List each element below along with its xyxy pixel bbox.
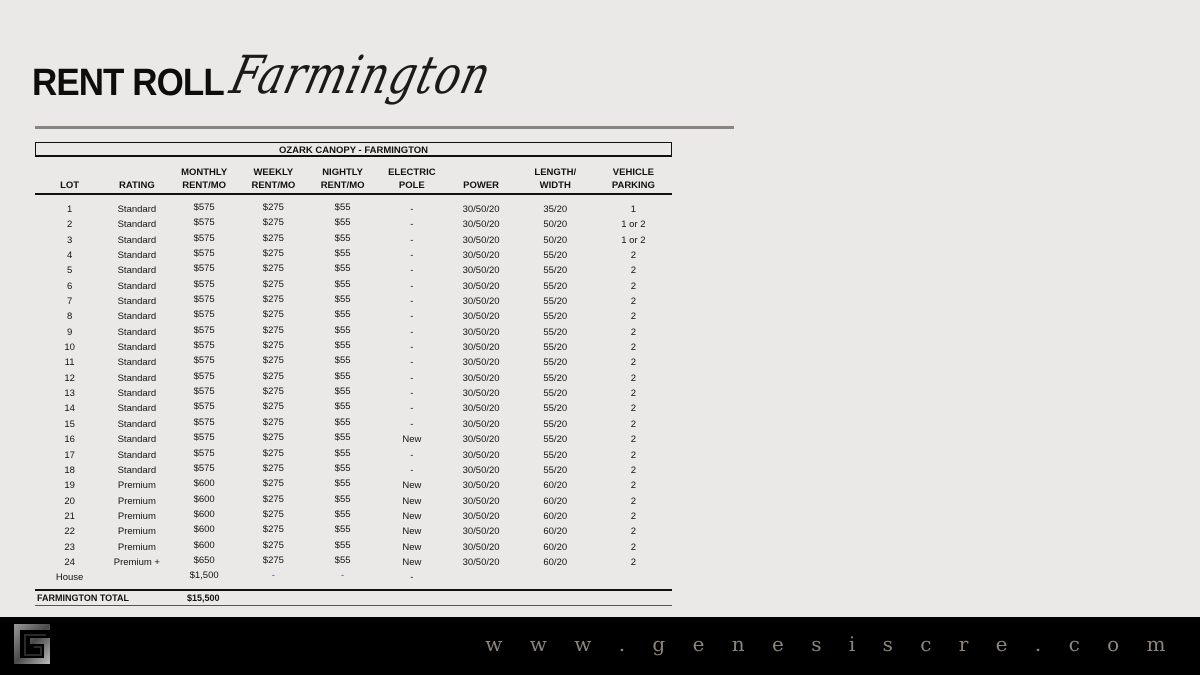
table-cell: 12 xyxy=(64,372,75,384)
table-cell: 30/50/20 xyxy=(462,541,500,553)
table-cell: $55 xyxy=(334,386,351,398)
table-cell: Standard xyxy=(117,204,157,215)
table-cell: 8 xyxy=(66,311,73,323)
table-cell xyxy=(595,570,672,585)
table-cell: 2 xyxy=(630,265,637,277)
table-cell: $575 xyxy=(193,401,215,413)
table-cell: $55 xyxy=(334,493,351,505)
table-cell: 18 xyxy=(64,464,75,476)
table-cell: $275 xyxy=(262,355,284,367)
table-cell: 2 xyxy=(630,526,637,538)
table-cell: 21 xyxy=(64,510,75,522)
table-cell: Standard xyxy=(117,265,157,277)
table-cell: Premium xyxy=(117,510,156,522)
table-cell: 55/20 xyxy=(543,449,568,461)
table-cell: 30/50/20 xyxy=(462,372,500,384)
table-cell: 55/20 xyxy=(543,311,568,323)
table-cell: 10 xyxy=(64,342,75,354)
table-cell: - xyxy=(410,311,414,323)
table-cell: 30/50/20 xyxy=(462,204,500,215)
table-cell: 6 xyxy=(66,280,73,292)
column-header xyxy=(170,166,239,192)
table-cell: 30/50/20 xyxy=(462,464,500,476)
table-cell: $575 xyxy=(193,202,215,213)
table-cell: - xyxy=(410,296,414,308)
column-header-line: LENGTH/ xyxy=(534,167,577,178)
table-cell: - xyxy=(341,570,345,582)
table-cell: - xyxy=(410,572,414,584)
table-cell: Standard xyxy=(117,388,157,400)
table-cell: 30/50/20 xyxy=(462,526,500,538)
table-cell: 30/50/20 xyxy=(462,357,500,369)
table-cell: 60/20 xyxy=(543,495,568,507)
table-cell: $575 xyxy=(193,324,215,336)
table-cell: - xyxy=(410,418,414,430)
table-cell: $600 xyxy=(193,508,215,520)
table-cell: $275 xyxy=(262,370,284,382)
table-cell: 2 xyxy=(630,510,637,522)
title-rule xyxy=(35,126,734,129)
table-cell: $575 xyxy=(193,248,215,260)
table-cell: 30/50/20 xyxy=(462,296,500,308)
table-cell: Standard xyxy=(117,464,157,476)
table-cell: New xyxy=(402,495,422,507)
table-cell: 1 xyxy=(66,204,73,215)
table-cell: $575 xyxy=(193,278,215,290)
table-cell: $275 xyxy=(262,447,284,459)
table-cell: $275 xyxy=(262,524,284,536)
table-cell: $55 xyxy=(334,416,351,428)
table-cell: 7 xyxy=(66,296,73,308)
column-header xyxy=(308,166,377,192)
table-cell: $275 xyxy=(262,478,284,490)
table-cell: - xyxy=(410,464,414,476)
column-header xyxy=(446,166,515,192)
table-cell: $55 xyxy=(334,340,351,352)
table-cell: $600 xyxy=(193,478,215,490)
table-cell: $275 xyxy=(262,278,284,290)
column-header-line: NIGHTLY xyxy=(322,167,364,178)
table-cell: $575 xyxy=(193,217,215,229)
table-cell: New xyxy=(402,541,422,553)
table-cell: $55 xyxy=(334,232,351,244)
table-cell: 55/20 xyxy=(543,418,568,430)
table-cell: $55 xyxy=(334,539,351,551)
table-cell: 2 xyxy=(630,311,637,323)
table-cell: 2 xyxy=(630,372,637,384)
table-cell xyxy=(516,570,595,585)
table-cell: Standard xyxy=(117,250,157,262)
table-cell: $275 xyxy=(262,493,284,505)
column-header xyxy=(516,166,595,192)
table-cell: 2 xyxy=(630,495,637,507)
website-url[interactable]: w w w . g e n e s i s c r e . c o m xyxy=(485,632,1176,656)
table-header xyxy=(35,163,672,195)
table-cell: 30/50/20 xyxy=(462,388,500,400)
table-cell: 55/20 xyxy=(543,280,568,292)
table-cell: 30/50/20 xyxy=(462,265,500,277)
table-cell: Standard xyxy=(117,418,157,430)
table-cell: Premium xyxy=(117,526,156,538)
script-subtitle: Farmington xyxy=(224,44,498,106)
table-cell: 14 xyxy=(64,403,75,415)
column-header-line xyxy=(446,166,515,179)
table-cell: 55/20 xyxy=(543,403,568,415)
table-cell: 2 xyxy=(630,357,637,369)
table-cell: 55/20 xyxy=(543,342,568,354)
table-cell: 35/20 xyxy=(543,204,568,215)
table-cell: $600 xyxy=(193,539,215,551)
table-cell: 30/50/20 xyxy=(462,219,500,231)
table-cell: - xyxy=(410,372,414,384)
table-cell: 2 xyxy=(630,541,637,553)
table-cell: $275 xyxy=(262,340,284,352)
table-cell: Standard xyxy=(117,372,157,384)
table-cell: 30/50/20 xyxy=(462,311,500,323)
table-cell: $275 xyxy=(262,432,284,444)
table-cell: Standard xyxy=(117,311,157,323)
table-cell: 55/20 xyxy=(543,326,568,338)
table-cell: $275 xyxy=(262,324,284,336)
table-cell: 30/50/20 xyxy=(462,250,500,262)
table-row xyxy=(35,570,672,585)
total-label: FARMINGTON TOTAL xyxy=(37,592,129,603)
total-value: $15,500 xyxy=(187,592,220,603)
table-cell: Standard xyxy=(117,326,157,338)
table-cell: - xyxy=(410,388,414,400)
table-cell: 2 xyxy=(630,280,637,292)
column-header-line xyxy=(35,166,104,179)
table-cell: $575 xyxy=(193,294,215,306)
table-cell: $55 xyxy=(334,217,351,229)
genesis-logo-icon xyxy=(10,622,54,666)
table-cell: $275 xyxy=(262,554,284,566)
table-body xyxy=(35,195,672,586)
table-cell: 55/20 xyxy=(543,464,568,476)
table-cell: 16 xyxy=(64,434,75,446)
column-header-line: POLE xyxy=(398,180,425,191)
column-header-line: VEHICLE xyxy=(612,167,654,178)
table-cell: - xyxy=(410,204,414,215)
table-cell: $55 xyxy=(334,370,351,382)
table-cell: 30/50/20 xyxy=(462,434,500,446)
column-header xyxy=(595,166,672,192)
table-cell: Standard xyxy=(117,219,157,231)
table-cell: $575 xyxy=(193,416,215,428)
table-cell: $55 xyxy=(334,294,351,306)
table-cell: Standard xyxy=(117,449,157,461)
rent-roll-table xyxy=(35,142,672,606)
table-cell: $55 xyxy=(334,447,351,459)
table-cell: 2 xyxy=(630,480,637,492)
table-cell: Standard xyxy=(117,357,157,369)
table-cell: 1 or 2 xyxy=(621,219,646,231)
table-cell: New xyxy=(402,526,422,538)
table-cell: 30/50/20 xyxy=(462,418,500,430)
table-cell: 9 xyxy=(66,326,73,338)
table-cell: - xyxy=(410,342,414,354)
column-header xyxy=(239,166,308,192)
table-cell: $55 xyxy=(334,508,351,520)
table-cell: - xyxy=(410,449,414,461)
table-cell: $55 xyxy=(334,554,351,566)
column-header-line: ELECTRIC xyxy=(388,167,436,178)
table-cell: 2 xyxy=(630,403,637,415)
table-cell: 20 xyxy=(64,495,75,507)
table-cell: 30/50/20 xyxy=(462,449,500,461)
table-cell: 30/50/20 xyxy=(462,556,500,568)
table-cell: $575 xyxy=(193,309,215,321)
column-header-line: POWER xyxy=(463,180,500,191)
table-cell: 24 xyxy=(64,556,75,568)
table-cell xyxy=(104,570,169,585)
table-cell: $275 xyxy=(262,202,284,213)
table-cell: 4 xyxy=(66,250,73,262)
table-cell: $600 xyxy=(193,493,215,505)
table-cell: $575 xyxy=(193,263,215,275)
table-cell: 11 xyxy=(64,357,75,369)
table-cell: $575 xyxy=(193,462,215,474)
table-cell: - xyxy=(410,326,414,338)
table-cell: 30/50/20 xyxy=(462,403,500,415)
table-cell: 2 xyxy=(630,250,637,262)
table-cell: 1 xyxy=(630,204,637,215)
column-header-line: LOT xyxy=(60,180,80,191)
table-cell: New xyxy=(402,556,422,568)
table-cell: 30/50/20 xyxy=(462,234,500,246)
table-cell: 50/20 xyxy=(543,234,568,246)
table-cell: $575 xyxy=(193,370,215,382)
column-header-line: WIDTH xyxy=(539,180,571,191)
table-cell: 2 xyxy=(630,556,637,568)
table-cell: $275 xyxy=(262,386,284,398)
table-cell: 30/50/20 xyxy=(462,495,500,507)
table-cell: - xyxy=(410,403,414,415)
table-cell: - xyxy=(271,570,275,582)
table-cell: 2 xyxy=(630,296,637,308)
table-cell: 2 xyxy=(630,464,637,476)
table-cell: 2 xyxy=(630,342,637,354)
table-cell: $55 xyxy=(334,278,351,290)
table-cell: 55/20 xyxy=(543,265,568,277)
table-cell: $275 xyxy=(262,539,284,551)
table-cell: Premium + xyxy=(113,556,160,568)
table-cell: Standard xyxy=(117,342,157,354)
table-cell: - xyxy=(410,219,414,231)
table-cell: 50/20 xyxy=(543,219,568,231)
table-cell: 60/20 xyxy=(543,541,568,553)
table-cell: 60/20 xyxy=(543,510,568,522)
table-cell: Premium xyxy=(117,480,156,492)
column-header-line: MONTHLY xyxy=(181,167,228,178)
table-cell: 55/20 xyxy=(543,296,568,308)
table-cell: Standard xyxy=(117,296,157,308)
column-header xyxy=(104,166,169,192)
column-header-line: RATING xyxy=(119,180,155,191)
total-row xyxy=(35,589,672,606)
table-cell: 30/50/20 xyxy=(462,342,500,354)
table-cell: $600 xyxy=(193,524,215,536)
table-cell: 13 xyxy=(64,388,75,400)
table-cell: 2 xyxy=(630,449,637,461)
table-cell: $55 xyxy=(334,263,351,275)
table-cell: $1,500 xyxy=(189,570,219,582)
table-cell: 2 xyxy=(630,434,637,446)
table-caption: OZARK CANOPY - FARMINGTON xyxy=(35,142,672,157)
table-cell: $55 xyxy=(334,355,351,367)
table-cell: $575 xyxy=(193,355,215,367)
table-cell: New xyxy=(402,434,422,446)
table-cell: - xyxy=(410,357,414,369)
table-cell: $55 xyxy=(334,248,351,260)
table-cell: $275 xyxy=(262,217,284,229)
table-cell: $275 xyxy=(262,401,284,413)
table-cell: - xyxy=(410,265,414,277)
table-cell: 2 xyxy=(630,388,637,400)
column-header-line: RENT/MO xyxy=(320,180,365,191)
table-cell: $275 xyxy=(262,508,284,520)
table-cell: $275 xyxy=(262,294,284,306)
table-cell: 1 or 2 xyxy=(621,234,646,246)
table-cell xyxy=(446,570,515,585)
column-header-line: WEEKLY xyxy=(253,167,294,178)
table-cell: 30/50/20 xyxy=(462,326,500,338)
table-cell: $55 xyxy=(334,462,351,474)
table-cell: 60/20 xyxy=(543,556,568,568)
table-cell: 55/20 xyxy=(543,372,568,384)
table-cell: $275 xyxy=(262,263,284,275)
table-cell: $650 xyxy=(193,554,215,566)
table-cell: 2 xyxy=(66,219,73,231)
column-header xyxy=(35,166,104,192)
table-cell: $55 xyxy=(334,478,351,490)
table-cell: 19 xyxy=(64,480,75,492)
column-header-line: PARKING xyxy=(611,180,655,191)
table-cell: 55/20 xyxy=(543,357,568,369)
table-cell: 3 xyxy=(66,234,73,246)
table-cell: House xyxy=(55,572,84,584)
table-cell: $275 xyxy=(262,416,284,428)
column-header-line xyxy=(104,166,169,179)
table-cell: 55/20 xyxy=(543,388,568,400)
table-cell: 2 xyxy=(630,326,637,338)
table-cell: Standard xyxy=(117,403,157,415)
table-cell: $575 xyxy=(193,432,215,444)
table-cell: 22 xyxy=(64,526,75,538)
table-cell: Premium xyxy=(117,541,156,553)
table-cell: New xyxy=(402,510,422,522)
table-cell: $575 xyxy=(193,447,215,459)
table-cell: $275 xyxy=(262,248,284,260)
table-cell: 15 xyxy=(64,418,75,430)
table-cell: Premium xyxy=(117,495,156,507)
table-cell: $275 xyxy=(262,309,284,321)
table-cell: $55 xyxy=(334,309,351,321)
table-cell: 55/20 xyxy=(543,250,568,262)
table-cell: $575 xyxy=(193,386,215,398)
table-cell: $275 xyxy=(262,232,284,244)
table-cell: 2 xyxy=(630,418,637,430)
table-cell: $55 xyxy=(334,524,351,536)
table-cell: 60/20 xyxy=(543,480,568,492)
table-cell: $575 xyxy=(193,340,215,352)
table-cell: 17 xyxy=(64,449,75,461)
table-cell: Standard xyxy=(117,234,157,246)
table-cell: - xyxy=(410,234,414,246)
table-cell: 23 xyxy=(64,541,75,553)
table-cell: $55 xyxy=(334,202,351,213)
column-header xyxy=(377,166,446,192)
table-cell: - xyxy=(410,250,414,262)
table-cell: 60/20 xyxy=(543,526,568,538)
table-cell: $575 xyxy=(193,232,215,244)
table-cell: 30/50/20 xyxy=(462,510,500,522)
column-header-line: RENT/MO xyxy=(182,180,227,191)
column-header-line: RENT/MO xyxy=(251,180,296,191)
table-cell: - xyxy=(410,280,414,292)
table-cell: 30/50/20 xyxy=(462,280,500,292)
table-cell: New xyxy=(402,480,422,492)
table-cell: Standard xyxy=(117,280,157,292)
page-title: RENT ROLL xyxy=(32,62,224,104)
table-cell: $55 xyxy=(334,432,351,444)
table-cell: 30/50/20 xyxy=(462,480,500,492)
table-cell: 55/20 xyxy=(543,434,568,446)
table-cell: 5 xyxy=(66,265,73,277)
table-cell: $55 xyxy=(334,401,351,413)
table-cell: $55 xyxy=(334,324,351,336)
table-cell: Standard xyxy=(117,434,157,446)
table-cell: $275 xyxy=(262,462,284,474)
